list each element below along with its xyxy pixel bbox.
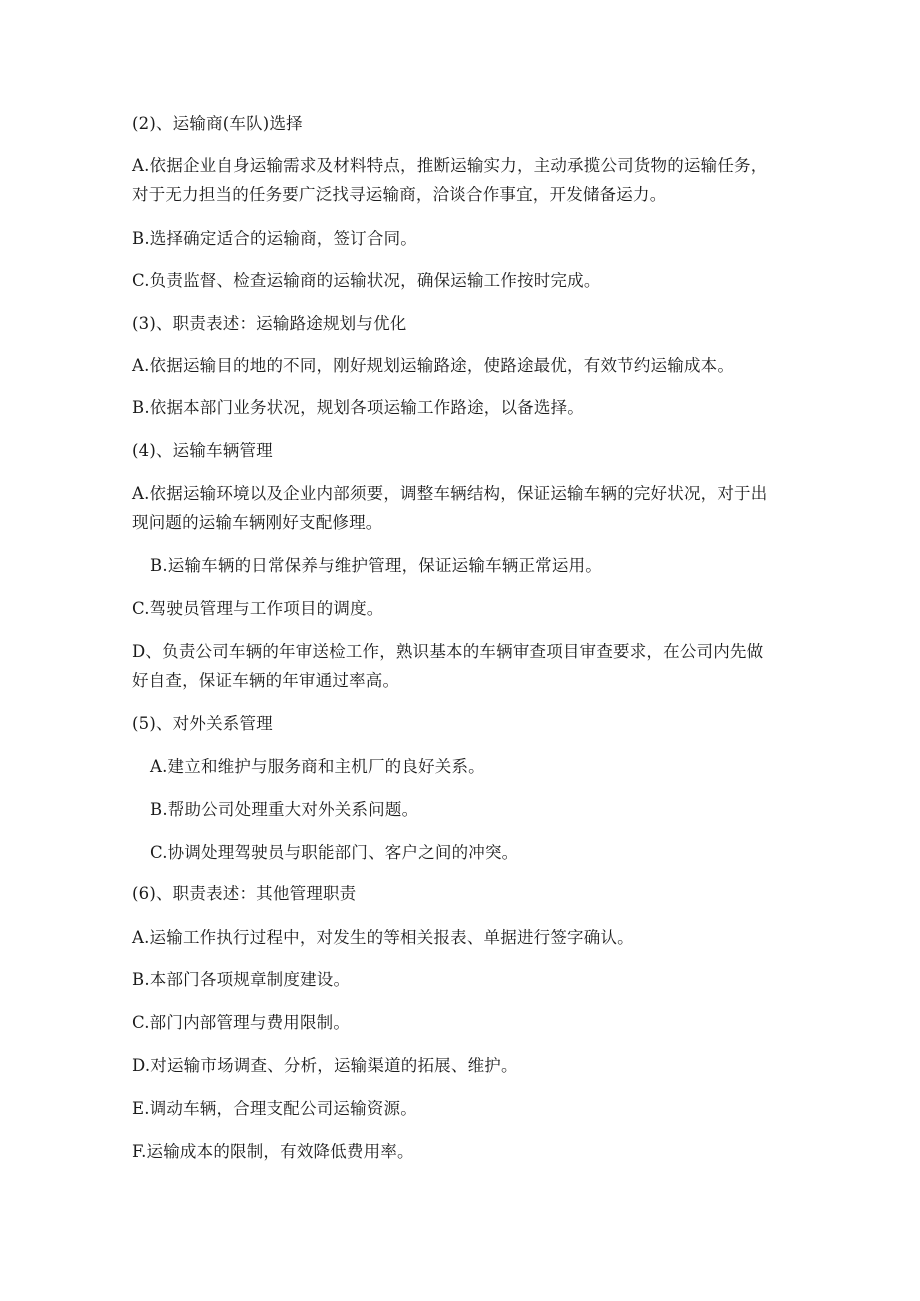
- paragraph-line: D、负责公司车辆的年审送检工作，熟识基本的车辆审查项目审查要求，在公司内先做: [132, 642, 764, 661]
- section-heading-4: (4)、运输车辆管理: [132, 441, 273, 460]
- paragraph-line: D.对运输市场调查、分析，运输渠道的拓展、维护。: [132, 1056, 518, 1075]
- paragraph-line: A.建立和维护与服务商和主机厂的良好关系。: [150, 757, 485, 776]
- paragraph-line: B.选择确定适合的运输商，签订合同。: [132, 229, 417, 248]
- paragraph-line: B.运输车辆的日常保养与维护管理，保证运输车辆正常运用。: [150, 556, 602, 575]
- paragraph-line: C.部门内部管理与费用限制。: [132, 1013, 351, 1032]
- paragraph-line: B.帮助公司处理重大对外关系问题。: [150, 800, 419, 819]
- section-heading-2: (2)、运输商(车队)选择: [132, 114, 303, 133]
- paragraph-line: B.依据本部门业务状况，规划各项运输工作路途，以备选择。: [132, 398, 584, 417]
- paragraph-line: A.依据运输目的地的不同，刚好规划运输路途，使路途最优，有效节约运输成本。: [132, 356, 735, 375]
- paragraph-line: E.调动车辆，合理支配公司运输资源。: [132, 1099, 417, 1118]
- paragraph-line: C.协调处理驾驶员与职能部门、客户之间的冲突。: [150, 843, 519, 862]
- paragraph-line: 好自查，保证车辆的年审通过率高。: [132, 671, 400, 690]
- paragraph-line: A.依据运输环境以及企业内部须要，调整车辆结构，保证运输车辆的完好状况，对于出: [132, 484, 768, 503]
- paragraph-line: C.驾驶员管理与工作项目的调度。: [132, 599, 384, 618]
- section-heading-5: (5)、对外关系管理: [132, 714, 273, 733]
- section-heading-3: (3)、职责表述：运输路途规划与优化: [132, 314, 407, 333]
- paragraph-line: C.负责监督、检查运输商的运输状况，确保运输工作按时完成。: [132, 271, 601, 290]
- paragraph-line: A.运输工作执行过程中，对发生的等相关报表、单据进行签字确认。: [132, 928, 634, 947]
- paragraph-line: 现问题的运输车辆刚好支配修理。: [132, 513, 383, 532]
- paragraph-line: F.运输成本的限制，有效降低费用率。: [132, 1142, 414, 1161]
- paragraph-line: B.本部门各项规章制度建设。: [132, 970, 351, 989]
- paragraph-line: A.依据企业自身运输需求及材料特点，推断运输实力，主动承揽公司货物的运输任务，: [132, 156, 768, 175]
- paragraph-line: 对于无力担当的任务要广泛找寻运输商，洽谈合作事宜，开发储备运力。: [132, 185, 667, 204]
- section-heading-6: (6)、职责表述：其他管理职责: [132, 884, 357, 903]
